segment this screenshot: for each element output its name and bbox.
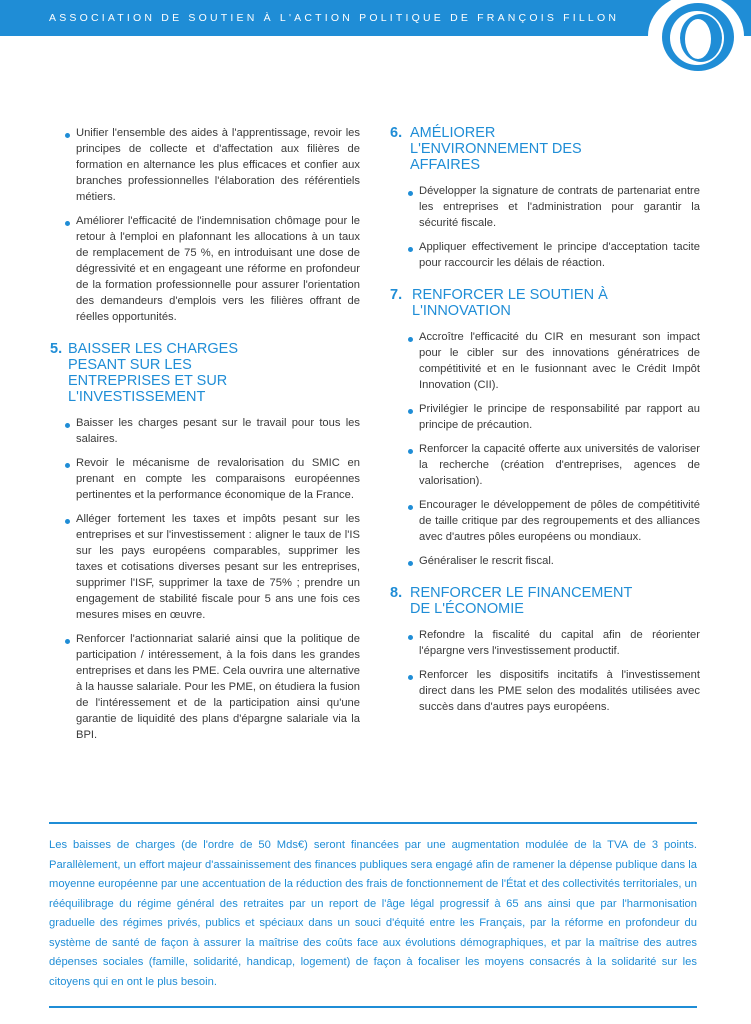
left-column: [50, 125, 360, 751]
list-item: Encourager le développement de pôles de compétitivité de taille critique par des regroupements et des alliances avec d'autres pôles européens ou mondiaux.: [405, 497, 700, 545]
section-title: BAISSER LES CHARGES PESANT SUR LES ENTREPRISES ET SUR L'INVESTISSEMENT: [68, 341, 239, 405]
logo-icon: [634, 0, 751, 112]
section-5-bullet-list: [62, 415, 360, 743]
section-title: AMÉLIORER L'ENVIRONNEMENT DES AFFAIRES: [410, 125, 582, 173]
list-item: Renforcer les dispositifs incitatifs à l'investissement direct dans les PME selon des modalités utilisées avec succès dans d'autres pays européens.: [405, 667, 700, 715]
list-item: Développer la signature de contrats de partenariat entre les entreprises et l'administration pour garantir la sécurité fiscale.: [405, 183, 700, 231]
section-title: RENFORCER LE FINANCEMENT DE L'ÉCONOMIE: [410, 585, 633, 617]
footer-paragraph: Les baisses de charges (de l'ordre de 50 Mds€) seront financées par une augmentation modulée de la TVA de 3 points. Parallèlement, un effort majeur d'assainissement des finances publiques sera engagé afin de ramener la dépense publique dans la moyenne européenne par une accentuation de la réduction des frais de fonctionnement de l'État et des collectivités territoriales, un rééquilibrage du régime général des retraites par un report de l'âge légal progressif à 65 ans ainsi que par l'harmonisation graduelle des régimes privés, publics et spéciaux dans un souci d'équité entre les Français, par la réforme en profondeur du système de santé de façon à assurer la maîtrise des coûts face aux évolutions démographiques, et par la maîtrise des autres dépenses sociales (famille, solidarité, handicap, logement) de façon à focaliser les moyens consacrés à la solidarité sur les citoyens qui en ont le plus besoin.: [49, 839, 697, 988]
section-8-bullet-list: [405, 627, 700, 715]
list-item: Appliquer effectivement le principe d'acceptation tacite pour raccourcir les délais de réaction.: [405, 239, 700, 271]
right-column: [390, 125, 700, 723]
section-6-bullet-list: [405, 183, 700, 271]
section-title: RENFORCER LE SOUTIEN À L'INNOVATION: [412, 287, 608, 319]
section-7-heading: [390, 287, 700, 319]
list-item: Renforcer la capacité offerte aux universités de valoriser la recherche (création d'entreprises, agences de valorisation).: [405, 441, 700, 489]
section-5-heading: [50, 341, 360, 405]
list-item: Généraliser le rescrit fiscal.: [405, 553, 700, 569]
list-item: Unifier l'ensemble des aides à l'apprentissage, revoir les principes de collecte et d'affectation aux filières de formation en alternance les plus efficaces et confier aux branches professionnelles l'élaboration des référentiels métiers.: [62, 125, 360, 205]
section-8-heading: [390, 585, 700, 617]
intro-bullet-list: [62, 125, 360, 325]
section-number: 5.: [50, 341, 63, 357]
list-item: Accroître l'efficacité du CIR en mesurant son impact pour le cibler sur des innovations génératrices de compétitivité et en le fusionnant avec le Crédit Impôt Innovation (CII).: [405, 329, 700, 393]
list-item: Revoir le mécanisme de revalorisation du SMIC en prenant en compte les comparaisons européennes pertinentes et la performance économique de la France.: [62, 455, 360, 503]
section-number: 7.: [390, 287, 403, 303]
list-item: Renforcer l'actionnariat salarié ainsi que la politique de participation / intéressement, à la fois dans les grandes entreprises et dans les PME. Cela ouvrira une alternative à la hausse salariale. Pour les PME, on étudiera la fusion de l'intéressement et de la participation ainsi qu'une garantie de liquidité des plans d'épargne salariale via la BPI.: [62, 631, 360, 743]
section-7-bullet-list: [405, 329, 700, 569]
header-title: ASSOCIATION DE SOUTIEN À L'ACTION POLITIQUE DE FRANÇOIS FILLON: [49, 12, 620, 24]
list-item: Refondre la fiscalité du capital afin de réorienter l'épargne vers l'investissement productif.: [405, 627, 700, 659]
list-item: Baisser les charges pesant sur le travail pour tous les salaires.: [62, 415, 360, 447]
section-6-heading: [390, 125, 700, 173]
footer-top-rule: [49, 822, 697, 824]
footer-bottom-rule: [49, 1006, 697, 1008]
section-number: 6.: [390, 125, 403, 141]
list-item: Améliorer l'efficacité de l'indemnisation chômage pour le retour à l'emploi en plafonnant les allocations à un taux de remplacement de 75 %, en introduisant une dose de dégressivité et en engageant une réforme en profondeur de la formation professionnelle pour assurer l'orientation des demandeurs d'emplois vers les filières offrant de réelles opportunités.: [62, 213, 360, 325]
list-item: Alléger fortement les taxes et impôts pesant sur les entreprises et sur l'investissement : aligner le taux de l'IS sur les pays européens comparables, supprimer les taxes et cotisations diverses pesant sur les entreprises, supprimer l'ISF, supprimer la taxe de 75% ; prendre un engagement de stabilité fiscale pour 5 ans une fois ces mesures mises en œuvre.: [62, 511, 360, 623]
list-item: Privilégier le principe de responsabilité par rapport au principe de précaution.: [405, 401, 700, 433]
section-number: 8.: [390, 585, 403, 601]
